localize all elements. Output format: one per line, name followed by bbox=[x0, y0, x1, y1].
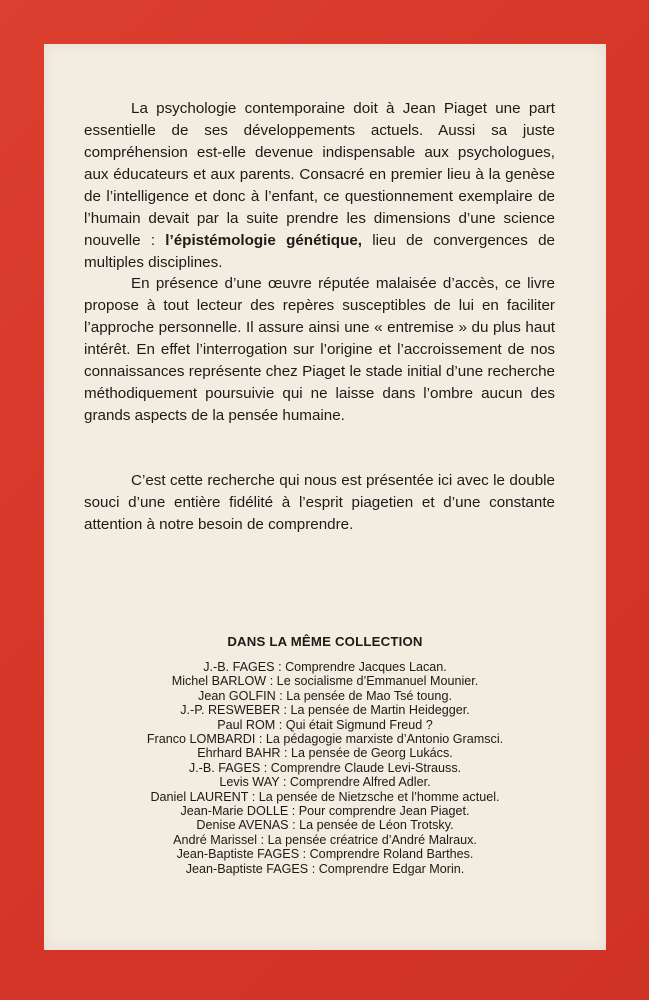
list-item: Paul ROM : Qui était Sigmund Freud ? bbox=[217, 717, 433, 732]
blurb-paragraph-1 bbox=[84, 98, 555, 274]
list-item: Jean GOLFIN : La pensée de Mao Tsé toung. bbox=[198, 688, 452, 703]
blurb-paragraph-2: En présence d’une œuvre réputée malaisée d’accès, ce livre propose à tout lecteur des repères susceptibles de lui en faciliter l’approche personnelle. Il assure ainsi une « entremise » du plus haut intérêt. En effet l’interrogation sur l’origine et l’accroissement de nos connaissances représente chez Piaget le stade initial d’une recherche méthodiquement poursuivie qui ne laisse dans l’ombre aucun des grands aspects de la pensée humaine. bbox=[84, 275, 555, 424]
list-item: Jean-Baptiste FAGES : Comprendre Edgar Morin. bbox=[185, 861, 465, 876]
list-item: Franco LOMBARDI : La pédagogie marxiste d’Antonio Gramsci. bbox=[146, 732, 504, 747]
list-item: J.-B. FAGES : Comprendre Jacques Lacan. bbox=[203, 660, 447, 674]
collection-heading: DANS LA MÊME COLLECTION bbox=[227, 634, 423, 649]
list-item: Jean-Marie DOLLE : Pour comprendre Jean Piaget. bbox=[180, 804, 470, 819]
list-item: Daniel LAURENT : La pensée de Nietzsche et l’homme actuel. bbox=[150, 789, 500, 804]
list-item: Ehrhard BAHR : La pensée de Georg Lukács. bbox=[197, 746, 453, 761]
blurb-paragraph-1-tail: lieu de convergences de multiples disciplines. bbox=[84, 232, 555, 271]
list-item: J.-B. FAGES : Comprendre Claude Levi-Strauss. bbox=[188, 760, 462, 775]
list-item: Jean-Baptiste FAGES : Comprendre Roland Barthes. bbox=[176, 847, 474, 862]
list-item: Denise AVENAS : La pensée de Léon Trotsky. bbox=[196, 818, 454, 833]
list-item: Levis WAY : Comprendre Alfred Adler. bbox=[219, 775, 431, 790]
list-item: Michel BARLOW : Le socialisme d’Emmanuel Mounier. bbox=[171, 674, 479, 689]
collection-list bbox=[44, 660, 606, 876]
blurb-emphasis-epistemologie: l’épistémologie génétique, bbox=[165, 232, 363, 249]
blurb-paragraph-3: C’est cette recherche qui nous est présentée ici avec le double souci d’une entière fidélité à l’esprit piagetien et d’une constante attention à notre besoin de comprendre. bbox=[84, 472, 555, 533]
blurb-paragraph-1-lead: La psychologie contemporaine doit à Jean Piaget une part essentielle de ses développements actuels. Aussi sa juste compréhension est-elle devenue indispensable aux psychologues, aux éducateurs et aux parents. Consacré en premier lieu à la genèse de l’intelligence et donc à l’enfant, ce questionnement exemplaire de l’humain devait par la suite prendre les dimensions d’une science nouvelle : bbox=[84, 100, 555, 249]
list-item: J.-P. RESWEBER : La pensée de Martin Heidegger. bbox=[180, 703, 470, 718]
list-item: André Marissel : La pensée créatrice d’André Malraux. bbox=[173, 832, 477, 847]
